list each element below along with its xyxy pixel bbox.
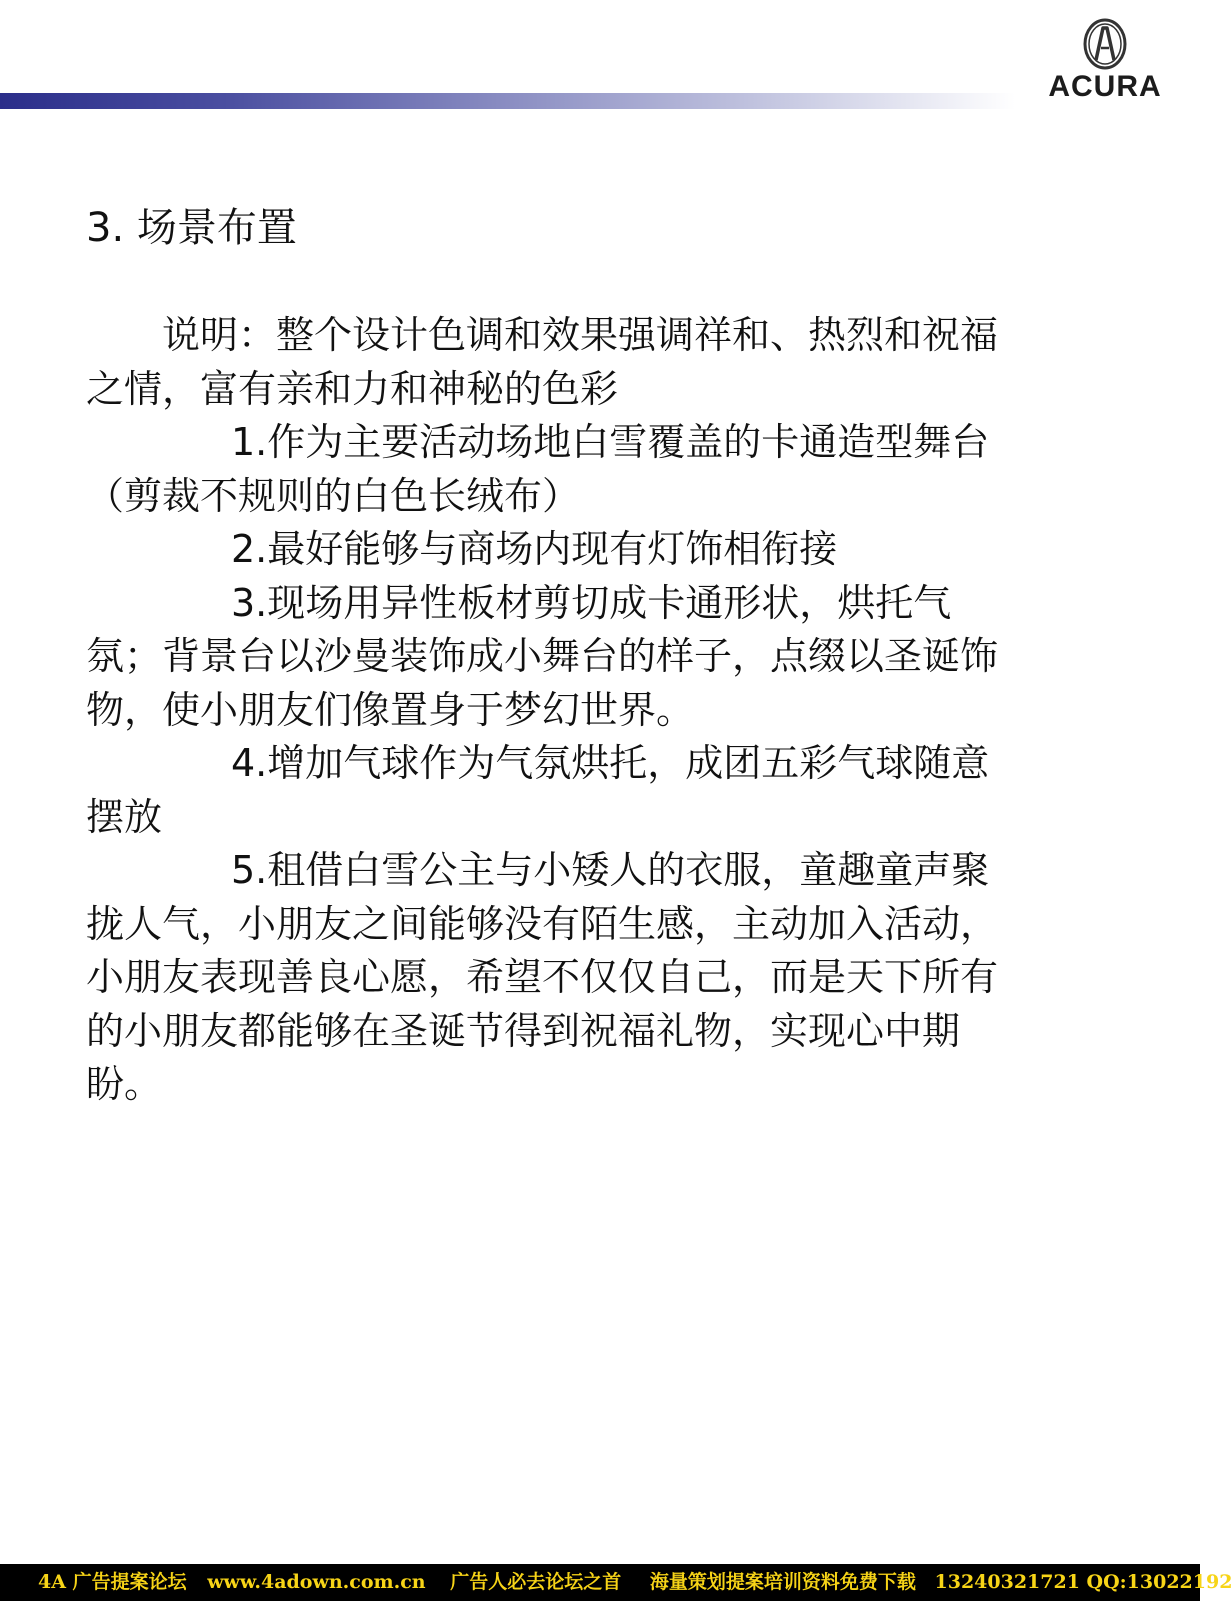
list-item-2: 2.最好能够与商场内现有灯饰相衔接 (231, 527, 838, 571)
list-item-1: 1.作为主要活动场地白雪覆盖的卡通造型舞台（剪裁不规则的白色长绒布） (86, 420, 990, 518)
footer-promo: 海量策划提案培训资料免费下载 (649, 1571, 916, 1593)
footer-url-link[interactable]: www.4adown.com.cn (207, 1571, 426, 1593)
list-item-5: 5.租借白雪公主与小矮人的衣服，童趣童声聚拢人气，小朋友之间能够没有陌生感，主动加入活动，小朋友表现善良心愿，希望不仅仅自己，而是天下所有的小朋友都能够在圣诞节得到祝福礼物，实现心中期盼。 (86, 848, 999, 1106)
acura-caliper-icon (1079, 18, 1131, 70)
slide-title: 3. 场景布置 (86, 205, 297, 251)
header-gradient-bar (0, 93, 1015, 109)
slide-body (86, 309, 1026, 1112)
list-item-3: 3.现场用异性板材剪切成卡通形状，烘托气氛；背景台以沙曼装饰成小舞台的样子，点缀以圣诞饰物，使小朋友们像置身于梦幻世界。 (86, 580, 999, 732)
intro-paragraph: 说明：整个设计色调和效果强调祥和、热烈和祝福之情，富有亲和力和神秘的色彩 (86, 313, 999, 411)
logo-text: ACURA (1048, 70, 1162, 103)
footer-banner (0, 1564, 1232, 1601)
list-item-4: 4.增加气球作为气氛烘托，成团五彩气球随意摆放 (86, 741, 990, 839)
footer-slogan: 广告人必去论坛之首 (450, 1571, 622, 1593)
acura-logo (1030, 18, 1180, 108)
footer-brand: 4A 广告提案论坛 (38, 1571, 187, 1593)
footer-contact: 13240321721 QQ:13022192 (934, 1571, 1232, 1593)
